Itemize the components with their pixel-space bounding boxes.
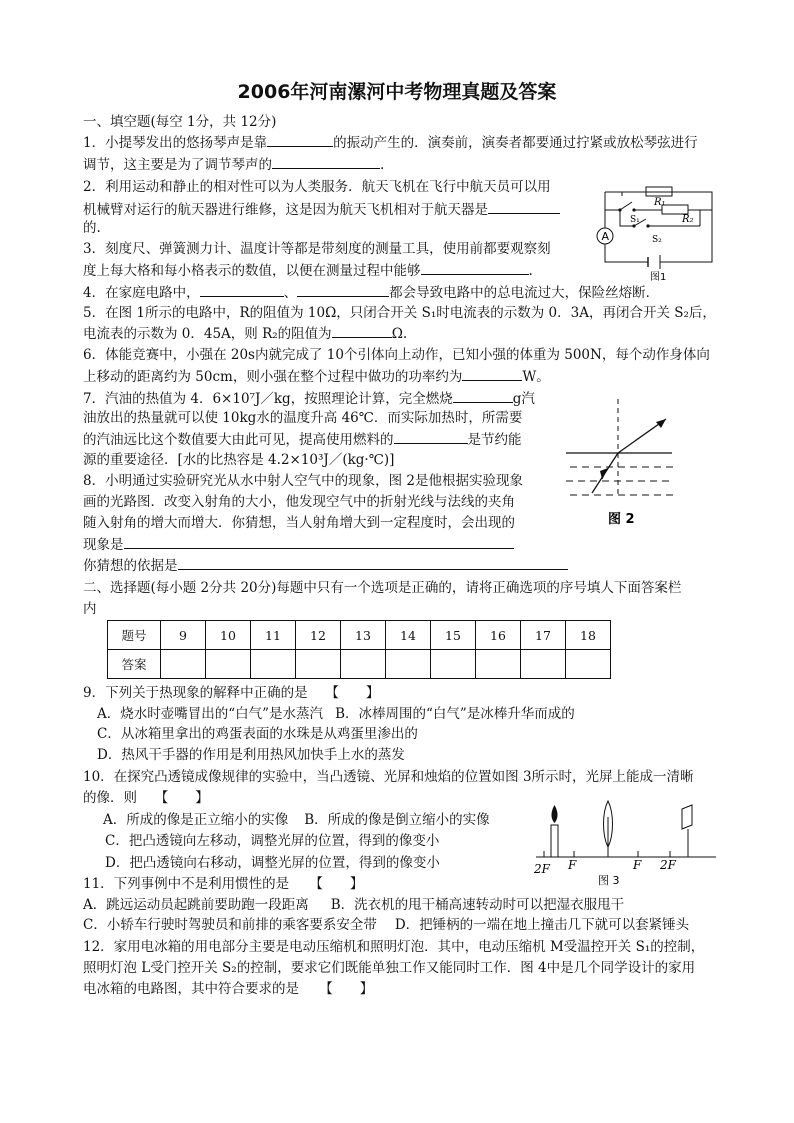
- q9-stem: 9．下列关于热现象的解释中正确的是 【 】: [83, 685, 380, 701]
- q7-blank-1[interactable]: [453, 388, 513, 403]
- fig3-label-2f-left: 2F: [534, 862, 550, 876]
- q11-options-cd: [83, 915, 689, 935]
- q8-blank-1[interactable]: [124, 534, 514, 549]
- q2-line3: 的.: [83, 220, 101, 236]
- q11-option-b[interactable]: B．洗衣机的甩干桶高速转动时可以把湿衣服甩干: [330, 897, 625, 913]
- answer-table-number: 10: [206, 621, 251, 650]
- answer-table-number: 16: [476, 621, 521, 650]
- answer-table: [107, 620, 611, 679]
- q2-line1: 2．利用运动和静止的相对性可以为人类服务．航天飞机在飞行中航天员可以用: [83, 179, 551, 195]
- q8-blank-2[interactable]: [178, 555, 568, 570]
- answer-cell[interactable]: [431, 650, 476, 679]
- answer-cell[interactable]: [251, 650, 296, 679]
- q7-line4: 源的重要途径．[水的比热容是 4.2×10³J／(kg·℃)]: [83, 452, 395, 468]
- answer-cell[interactable]: [521, 650, 566, 679]
- q8-line1: 8．小明通过实验研究光从水中射人空气中的现象，图 2是他根据实验现象: [83, 473, 523, 489]
- answer-cell[interactable]: [566, 650, 611, 679]
- q10-line2: 的像．则 【 】: [83, 790, 209, 806]
- q11-options-ab: [83, 895, 624, 915]
- q4-line: 4．在家庭电路中， 、 都会导致电路中的总电流过大，保险丝熔断．: [83, 282, 659, 303]
- fig1-s2-label: S₂: [652, 235, 662, 245]
- q6-line1: 6．体能竞赛中，小强在 20s内就完成了 10个引体向上动作，已知小强的体重为 500N，每个动作身体向: [83, 347, 710, 363]
- answer-table-number-row: [108, 621, 611, 650]
- q8-line5: 你猜想的依据是: [83, 555, 568, 576]
- q11-option-a[interactable]: A．跳远运动员起跳前要助跑一段距离: [83, 897, 309, 913]
- q10-line1: 10．在探究凸透镜成像规律的实验中，当凸透镜、光屏和烛焰的位置如图 3所示时，光屏上能成一清晰: [83, 769, 694, 785]
- q8-line4: 现象是: [83, 534, 514, 555]
- answer-cell[interactable]: [296, 650, 341, 679]
- fig1-r2-label: R₂: [682, 214, 694, 225]
- fig3-caption: 图 3: [598, 874, 620, 887]
- q10-option-a[interactable]: A．所成的像是正立缩小的实像: [103, 812, 289, 828]
- answer-table-row-label: 答案: [108, 650, 161, 679]
- answer-table-number: 11: [251, 621, 296, 650]
- answer-cell[interactable]: [206, 650, 251, 679]
- figure-3-lens: [530, 795, 720, 887]
- q9-options-ab: [97, 704, 575, 724]
- q6-line2: 上移动的距离约为 50cm，则小强在整个过程中做功的功率约为 W。: [83, 366, 550, 387]
- q5-line1: 5．在图 1所示的电路中，R的阻值为 10Ω，只闭合开关 S₁时电流表的示数为 0．3A，再闭合开关 S₂后，: [83, 305, 716, 321]
- fig1-r1-label: R₁: [654, 197, 666, 208]
- answer-cell[interactable]: [476, 650, 521, 679]
- fig3-label-2f-right: 2F: [660, 858, 676, 872]
- q11-option-d[interactable]: D．把锤柄的一端在地上撞击几下就可以套紧锤头: [394, 917, 690, 933]
- answer-cell[interactable]: [386, 650, 431, 679]
- q6-blank[interactable]: [462, 366, 522, 381]
- q9-option-b[interactable]: B．冰棒周围的“白气”是冰棒升华而成的: [335, 706, 575, 722]
- answer-table-number: 14: [386, 621, 431, 650]
- section-2-heading-cont: 内: [83, 601, 97, 617]
- fig1-ammeter-label: A: [601, 230, 610, 243]
- q9-option-d[interactable]: D．热风干手器的作用是利用热风加快手上水的蒸发: [97, 747, 405, 763]
- answer-table-number: 9: [161, 621, 206, 650]
- q3-blank[interactable]: [421, 260, 529, 275]
- figure-2-refraction: [562, 395, 682, 530]
- fig1-caption: 图1: [650, 272, 667, 282]
- q1-blank-2[interactable]: [272, 154, 380, 169]
- q2-line2: 机械臂对运行的航天器进行维修，这是因为航天飞机相对于航天器是: [83, 199, 560, 220]
- q12-line2: 照明灯泡 L受门控开关 S₂的控制，要求它们既能单独工作又能同时工作．图 4中是几个同学设计的家用: [83, 960, 696, 976]
- q10-option-b[interactable]: B．所成的像是倒立缩小的实像: [304, 812, 490, 828]
- q3-line2: 度上每大格和每小格表示的数值，以便在测量过程中能够 .: [83, 260, 533, 281]
- section-1-heading: 一、填空题(每空 1分，共 12分): [83, 114, 277, 130]
- q8-line2: 画的光路图．改变入射角的大小，他发现空气中的折射光线与法线的夹角: [83, 494, 515, 510]
- q5-line2: 电流表的示数为 0．45A，则 R₂的阻值为 Ω.: [83, 323, 407, 344]
- q9-option-a[interactable]: A．烧水时壶嘴冒出的“白气”是水蒸汽: [97, 706, 324, 722]
- q7-line3: 的汽油远比这个数值要大由此可见，提高使用燃料的 是节约能: [83, 429, 522, 450]
- figure-1-circuit: [590, 182, 720, 282]
- q5-blank[interactable]: [332, 323, 392, 338]
- q8-line3: 随入射角的增大而增大．你猜想，当人射角增大到一定程度时，会出现的: [83, 515, 515, 531]
- q3-line1: 3．刻度尺、弹簧测力计、温度计等都是带刻度的测量工具，使用前都要观察刻: [83, 241, 551, 257]
- q7-line1: 7．汽油的热值为 4．6×10⁷J／kg，按照理论计算，完全燃烧 g汽: [83, 388, 535, 409]
- fig1-s1-label: S₁: [630, 215, 640, 225]
- answer-table-number: 12: [296, 621, 341, 650]
- q1-line2: 调节，这主要是为了调节琴声的 .: [83, 154, 384, 175]
- q10-option-d[interactable]: D．把凸透镜向右移动，调整光屏的位置，得到的像变小: [105, 855, 440, 871]
- answer-cell[interactable]: [341, 650, 386, 679]
- fig3-label-f-left: F: [568, 858, 577, 872]
- q7-blank-2[interactable]: [394, 429, 468, 444]
- answer-table-number: 17: [521, 621, 566, 650]
- answer-table-answer-row: [108, 650, 611, 679]
- q11-stem: 11．下列事例中不是利用惯性的是 【 】: [83, 876, 364, 892]
- answer-table-row-label: 题号: [108, 621, 161, 650]
- fig2-caption: 图 2: [608, 512, 635, 527]
- q1-blank-1[interactable]: [267, 132, 333, 147]
- q10-option-c[interactable]: C．把凸透镜向左移动，调整光屏的位置，得到的像变小: [105, 833, 440, 849]
- q12-line3: 电冰箱的电路图，其中符合要求的是 【 】: [83, 981, 374, 997]
- answer-table-number: 15: [431, 621, 476, 650]
- page-title: 2006年河南漯河中考物理真题及答案: [237, 81, 557, 103]
- q4-blank-1[interactable]: [200, 282, 284, 297]
- fig3-label-f-right: F: [633, 858, 642, 872]
- q2-blank[interactable]: [488, 199, 560, 214]
- q9-option-c[interactable]: C．从冰箱里拿出的鸡蛋表面的水珠是从鸡蛋里渗出的: [97, 726, 418, 742]
- answer-table-number: 18: [566, 621, 611, 650]
- q12-line1: 12．家用电冰箱的用电部分主要是电动压缩机和照明灯泡．其中，电动压缩机 M受温控开关 S₁的控制，: [83, 939, 705, 955]
- q10-options-ab: [103, 810, 490, 830]
- section-2-heading: 二、选择题(每小题 2分共 20分)每题中只有一个选项是正确的，请将正确选项的序号填人下面答案栏: [83, 580, 682, 596]
- q4-blank-2[interactable]: [297, 282, 389, 297]
- q11-option-c[interactable]: C．小轿车行驶时驾驶员和前排的乘客要系安全带: [83, 917, 377, 933]
- answer-cell[interactable]: [161, 650, 206, 679]
- answer-table-number: 13: [341, 621, 386, 650]
- q7-line2: 油放出的热量就可以使 10kg水的温度升高 46℃．而实际加热时，所需要: [83, 410, 523, 426]
- q1-line1: 1．小提琴发出的悠扬琴声是靠 的振动产生的．演奏前，演奏者都要通过拧紧或放松琴弦进行: [83, 132, 698, 153]
